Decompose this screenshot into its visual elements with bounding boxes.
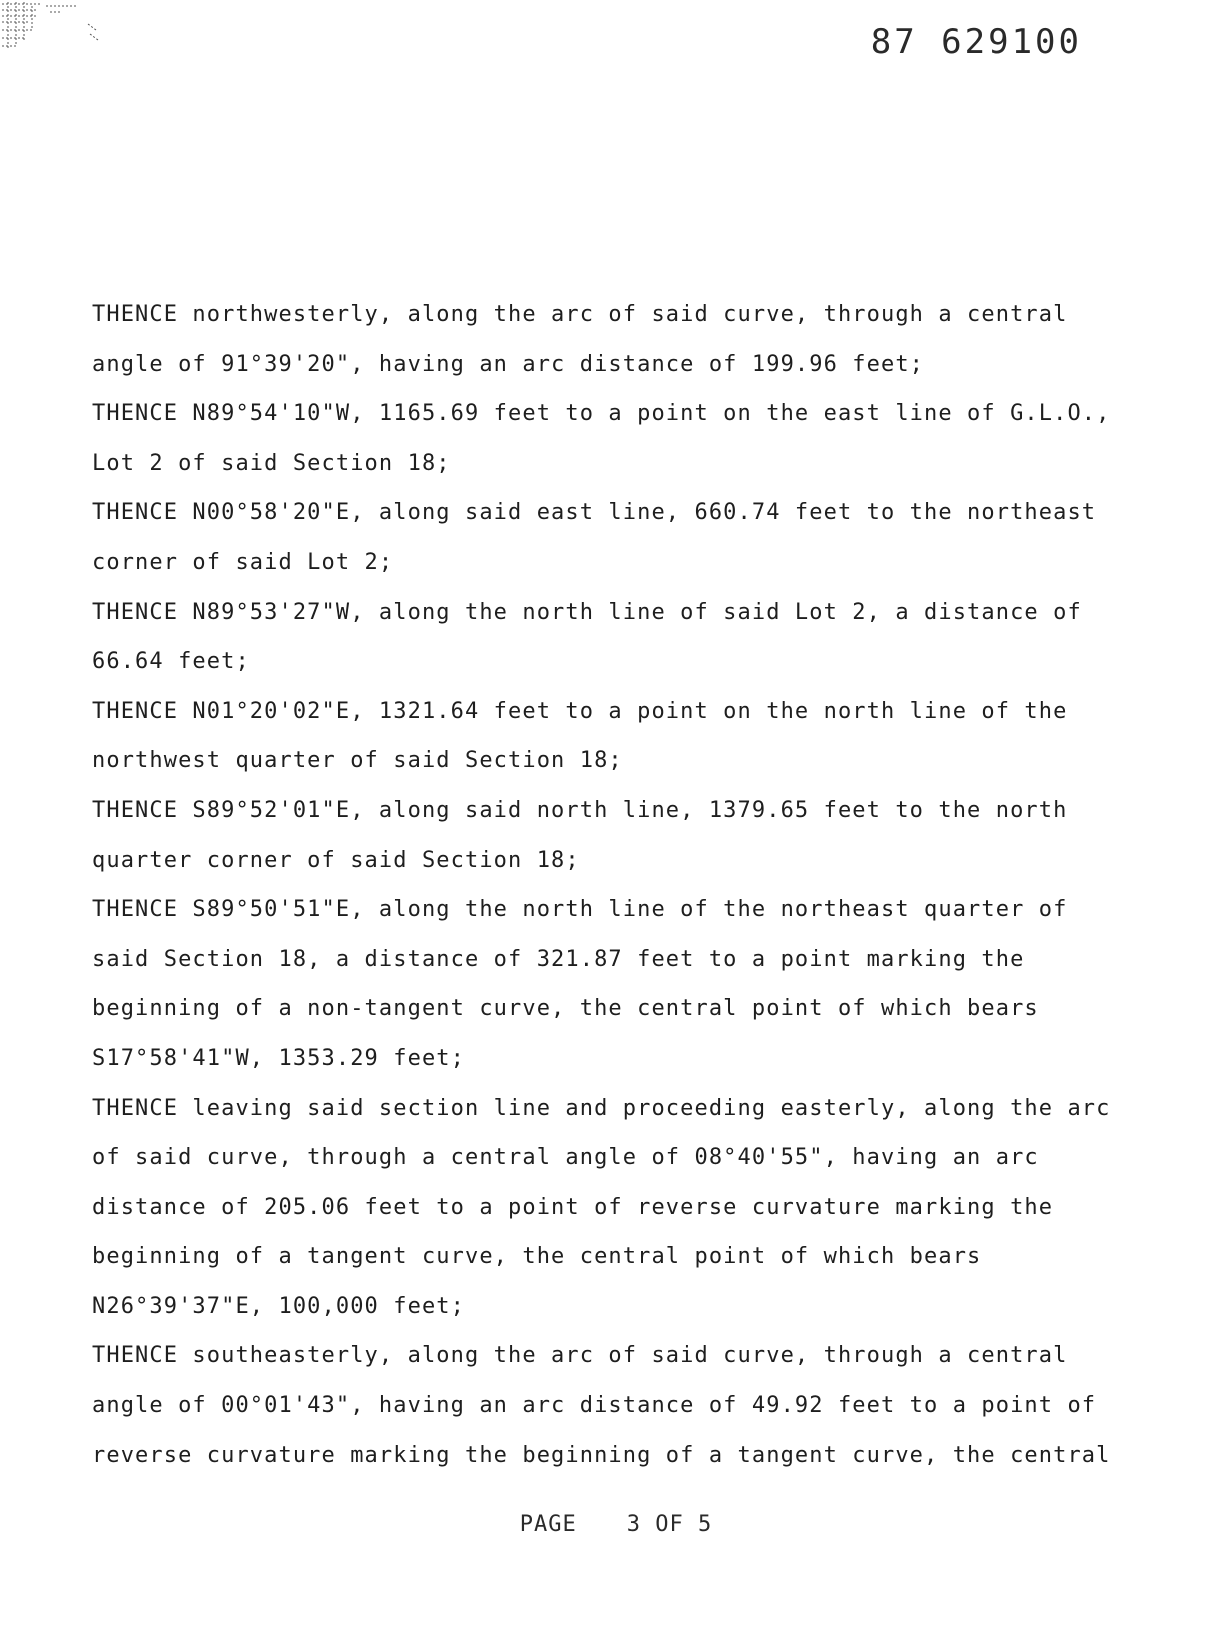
page-footer bbox=[0, 1512, 1232, 1537]
text-line: quarter corner of said Section 18; bbox=[92, 847, 580, 873]
text-line: 66.64 feet; bbox=[92, 649, 250, 675]
text-line: THENCE S89°50'51"E, along the north line of the northeast quarter of bbox=[92, 897, 1068, 923]
text-line: angle of 00°01'43", having an arc distance of 49.92 feet to a point of bbox=[92, 1393, 1097, 1419]
text-line: beginning of a tangent curve, the central point of which bears bbox=[92, 1244, 982, 1270]
text-line: THENCE leaving said section line and proceeding easterly, along the arc bbox=[92, 1095, 1111, 1121]
text-line: distance of 205.06 feet to a point of reverse curvature marking the bbox=[92, 1194, 1054, 1220]
scan-stamp-mark bbox=[0, 0, 110, 60]
page-label: PAGE bbox=[519, 1512, 577, 1537]
text-line: angle of 91°39'20", having an arc distance of 199.96 feet; bbox=[92, 351, 925, 377]
text-line: corner of said Lot 2; bbox=[92, 549, 394, 575]
text-line: said Section 18, a distance of 321.87 feet to a point marking the bbox=[92, 946, 1025, 972]
text-line: S17°58'41"W, 1353.29 feet; bbox=[92, 1045, 465, 1071]
text-line: of said curve, through a central angle of 08°40'55", having an arc bbox=[92, 1145, 1039, 1171]
text-line: beginning of a non-tangent curve, the central point of which bears bbox=[92, 996, 1039, 1022]
text-line: THENCE N89°54'10"W, 1165.69 feet to a point on the east line of G.L.O., bbox=[92, 401, 1111, 427]
text-line: THENCE N00°58'20"E, along said east line, 660.74 feet to the northeast bbox=[92, 500, 1097, 526]
text-line: THENCE S89°52'01"E, along said north line, 1379.65 feet to the north bbox=[92, 797, 1068, 823]
legal-description-body bbox=[92, 290, 1172, 1480]
text-line: N26°39'37"E, 100,000 feet; bbox=[92, 1293, 465, 1319]
document-number: 87 629100 bbox=[870, 22, 1082, 62]
text-line: Lot 2 of said Section 18; bbox=[92, 450, 451, 476]
text-line: reverse curvature marking the beginning of a tangent curve, the central bbox=[92, 1442, 1111, 1468]
text-line: THENCE southeasterly, along the arc of said curve, through a central bbox=[92, 1343, 1068, 1369]
text-line: THENCE N01°20'02"E, 1321.64 feet to a point on the north line of the bbox=[92, 698, 1068, 724]
text-line: northwest quarter of said Section 18; bbox=[92, 748, 623, 774]
text-line: THENCE N89°53'27"W, along the north line of said Lot 2, a distance of bbox=[92, 599, 1082, 625]
text-line: THENCE northwesterly, along the arc of said curve, through a central bbox=[92, 302, 1068, 327]
page-number: 3 OF 5 bbox=[626, 1512, 713, 1537]
